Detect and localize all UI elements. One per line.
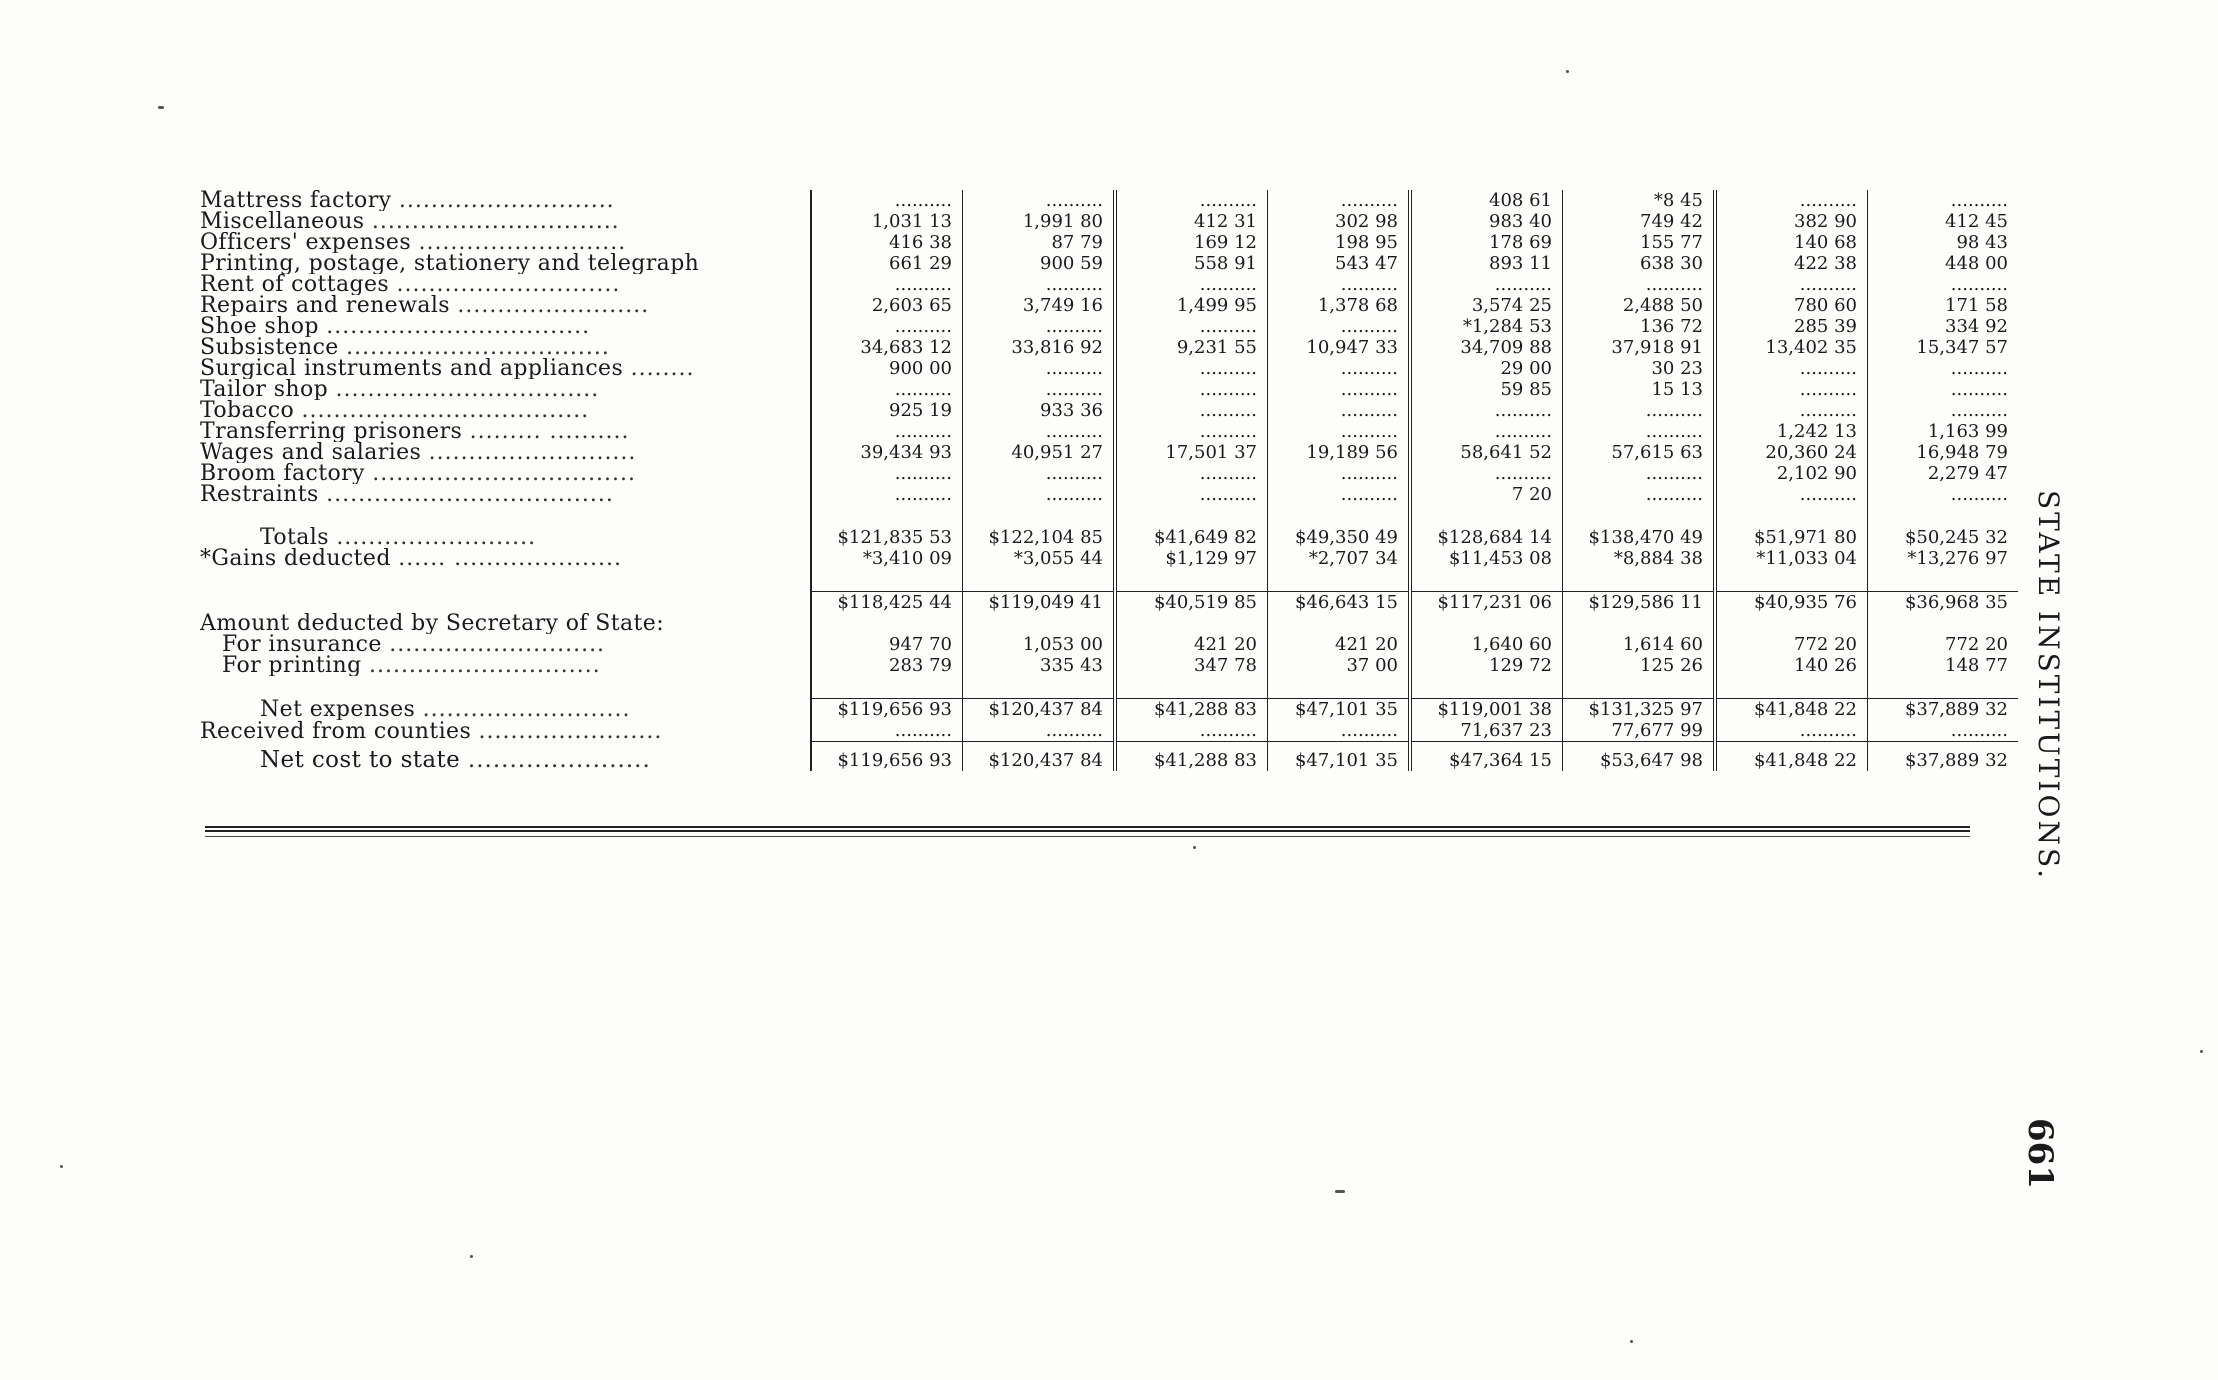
row-label: Subsistence (200, 337, 339, 358)
leader-dots: .......................... (428, 442, 637, 463)
amount-cell: 40,951 27 (963, 442, 1116, 463)
row-label-cell (200, 211, 811, 232)
expense-row (200, 190, 2018, 211)
net-expenses-row: Net expenses .......................... $119,656 93 $120,437 84 $41,288 83 $47,101 35 $119,001 38 $131,325 97 $41,848 22 $37,889 32 (200, 699, 2018, 721)
amount-cell: 7 20 (1410, 484, 1563, 505)
row-label: Rent of cottages (200, 274, 390, 295)
net-cost-cell: $41,288 83 (1115, 742, 1268, 772)
insurance-row: For insurance ........................... 947 70 1,053 00 421 20 421 20 1,640 60 1,614 60 772 20 772 20 (200, 634, 2018, 655)
amount-cell: 900 00 (811, 358, 963, 379)
amount-cell: 2,603 65 (811, 295, 963, 316)
expense-row (200, 358, 2018, 379)
amount-cell: 87 79 (963, 232, 1116, 253)
amount-cell: 638 30 (1563, 253, 1716, 274)
amount-cell: .......... (1715, 274, 1868, 295)
amount-cell: 302 98 (1268, 211, 1411, 232)
amount-cell: 39,434 93 (811, 442, 963, 463)
row-label-cell (200, 316, 811, 337)
expense-ledger-table (200, 190, 2018, 771)
leader-dots: .................................... (326, 484, 614, 505)
amount-cell: .......... (963, 379, 1116, 400)
amount-cell: 16,948 79 (1868, 442, 2019, 463)
amount-cell: 10,947 33 (1268, 337, 1411, 358)
row-label-cell (200, 358, 811, 379)
amount-cell: 285 39 (1715, 316, 1868, 337)
amount-cell: 33,816 92 (963, 337, 1116, 358)
amount-cell: 17,501 37 (1115, 442, 1268, 463)
totals-row: Totals ......................... $121,835 53 $122,104 85 $41,649 82 $49,350 49 $128,684 14 $138,470 49 $51,971 80 $50,245 32 (200, 527, 2018, 548)
amount-cell: *8 45 (1563, 190, 1716, 211)
expense-row (200, 211, 2018, 232)
gains-cell: *3,055 44 (963, 548, 1116, 569)
amount-cell: .......... (1268, 190, 1411, 211)
received-cell: .......... (1715, 720, 1868, 742)
amount-cell: 1,163 99 (1868, 421, 2019, 442)
leader-dots: ............................... (371, 211, 620, 232)
printing-row: For printing ............................. 283 79 335 43 347 78 37 00 129 72 125 26 140 26 148 77 (200, 655, 2018, 676)
amount-cell: 30 23 (1563, 358, 1716, 379)
row-label-cell (200, 232, 811, 253)
expense-row (200, 316, 2018, 337)
printing-label: For printing (222, 655, 362, 676)
gains-cell: $11,453 08 (1410, 548, 1563, 569)
amount-cell: 136 72 (1563, 316, 1716, 337)
subtotal-cell: $119,049 41 (963, 592, 1116, 614)
subtotal-cell: $118,425 44 (811, 592, 963, 614)
insurance-cell: 947 70 (811, 634, 963, 655)
amount-cell: .......... (1268, 484, 1411, 505)
received-cell: .......... (1868, 720, 2019, 742)
expense-row (200, 232, 2018, 253)
amount-cell: 3,574 25 (1410, 295, 1563, 316)
amount-cell: .......... (1410, 274, 1563, 295)
printing-cell: 129 72 (1410, 655, 1563, 676)
amount-cell: .......... (1715, 484, 1868, 505)
speck (1193, 846, 1196, 849)
net-cost-cell: $53,647 98 (1563, 742, 1716, 772)
amount-cell: .......... (963, 463, 1116, 484)
expense-row (200, 337, 2018, 358)
amount-cell: 169 12 (1115, 232, 1268, 253)
amount-cell: 422 38 (1715, 253, 1868, 274)
amount-cell: 171 58 (1868, 295, 2019, 316)
received-cell: .......... (1268, 720, 1411, 742)
spacer-row (200, 676, 2018, 699)
closing-double-rule (205, 826, 1970, 832)
speck (60, 1165, 63, 1168)
amount-cell: 412 31 (1115, 211, 1268, 232)
amount-cell: 1,499 95 (1115, 295, 1268, 316)
printing-cell: 148 77 (1868, 655, 2019, 676)
row-label: Shoe shop (200, 316, 319, 337)
expense-row (200, 421, 2018, 442)
gains-cell: *13,276 97 (1868, 548, 2019, 569)
amount-cell: .......... (1563, 484, 1716, 505)
amount-cell: 1,242 13 (1715, 421, 1868, 442)
deducted-heading-row (200, 613, 2018, 634)
row-label: Printing, postage, stationery and telegraph (200, 253, 700, 274)
row-label: Wages and salaries (200, 442, 422, 463)
amount-cell: 13,402 35 (1715, 337, 1868, 358)
amount-cell: .......... (1868, 484, 2019, 505)
totals-cell: $50,245 32 (1868, 527, 2019, 548)
amount-cell: 198 95 (1268, 232, 1411, 253)
amount-cell: .......... (811, 190, 963, 211)
printing-cell: 140 26 (1715, 655, 1868, 676)
leader-dots: ........................... (398, 190, 615, 211)
amount-cell: 543 47 (1268, 253, 1411, 274)
insurance-cell: 1,614 60 (1563, 634, 1716, 655)
row-label-cell (200, 295, 811, 316)
insurance-cell: 1,640 60 (1410, 634, 1563, 655)
subtotal-cell: $40,935 76 (1715, 592, 1868, 614)
row-label-cell (200, 484, 811, 505)
totals-cell: $128,684 14 (1410, 527, 1563, 548)
page-number: 661 (2020, 1118, 2060, 1189)
leader-dots: ........ (630, 358, 695, 379)
amount-cell: .......... (1268, 274, 1411, 295)
subtotal-cell: $117,231 06 (1410, 592, 1563, 614)
row-label-cell (200, 463, 811, 484)
amount-cell: .......... (811, 484, 963, 505)
expense-row (200, 463, 2018, 484)
amount-cell: 933 36 (963, 400, 1116, 421)
amount-cell: .......... (1115, 274, 1268, 295)
insurance-cell: 772 20 (1715, 634, 1868, 655)
expense-row (200, 379, 2018, 400)
row-label-cell (200, 400, 811, 421)
summary-rows (200, 505, 2018, 771)
amount-cell: 98 43 (1868, 232, 2019, 253)
amount-cell: .......... (963, 316, 1116, 337)
received-label: Received from counties (200, 720, 472, 742)
row-label-cell (200, 421, 811, 442)
row-label-cell (200, 190, 811, 211)
amount-cell: .......... (1715, 358, 1868, 379)
amount-cell: .......... (1563, 463, 1716, 484)
amount-cell: 661 29 (811, 253, 963, 274)
speck (158, 106, 164, 109)
amount-cell: .......... (1563, 400, 1716, 421)
amount-cell: 416 38 (811, 232, 963, 253)
leader-dots: ......... .......... (469, 421, 630, 442)
expense-row (200, 442, 2018, 463)
row-label-cell (200, 379, 811, 400)
amount-cell: 9,231 55 (1115, 337, 1268, 358)
amount-cell: 900 59 (963, 253, 1116, 274)
net-expenses-cell: $119,001 38 (1410, 699, 1563, 721)
received-from-counties-row: Received from counties ....................... .......... .......... .......... .......... 71,637 23 77,677 99 .......... .......... (200, 720, 2018, 742)
amount-cell: 749 42 (1563, 211, 1716, 232)
row-label: Miscellaneous (200, 211, 365, 232)
subtotal-cell: $36,968 35 (1868, 592, 2019, 614)
amount-cell: .......... (1563, 421, 1716, 442)
amount-cell: 15 13 (1563, 379, 1716, 400)
amount-cell: 1,378 68 (1268, 295, 1411, 316)
amount-cell: .......... (1563, 274, 1716, 295)
amount-cell: 2,279 47 (1868, 463, 2019, 484)
amount-cell: 58,641 52 (1410, 442, 1563, 463)
net-cost-cell: $37,889 32 (1868, 742, 2019, 772)
amount-cell: .......... (1868, 274, 2019, 295)
amount-cell: 3,749 16 (963, 295, 1116, 316)
amount-cell: .......... (1410, 400, 1563, 421)
amount-cell: .......... (1268, 358, 1411, 379)
amount-cell: .......... (1715, 190, 1868, 211)
amount-cell: 412 45 (1868, 211, 2019, 232)
row-label: Mattress factory (200, 190, 392, 211)
amount-cell: .......... (1410, 421, 1563, 442)
totals-cell: $41,649 82 (1115, 527, 1268, 548)
row-label-cell (200, 337, 811, 358)
subtotal-row (200, 592, 2018, 614)
amount-cell: .......... (1115, 190, 1268, 211)
expense-row (200, 484, 2018, 505)
amount-cell: 893 11 (1410, 253, 1563, 274)
net-cost-cell: $47,101 35 (1268, 742, 1411, 772)
printing-cell: 347 78 (1115, 655, 1268, 676)
speck (2200, 1050, 2203, 1053)
gains-cell: *8,884 38 (1563, 548, 1716, 569)
row-label: Surgical instruments and appliances (200, 358, 624, 379)
amount-cell: 20,360 24 (1715, 442, 1868, 463)
row-label-cell (200, 274, 811, 295)
amount-cell: 15,347 57 (1868, 337, 2019, 358)
amount-cell: .......... (963, 274, 1116, 295)
deducted-heading: Amount deducted by Secretary of State: (200, 613, 665, 634)
row-label: Tailor shop (200, 379, 329, 400)
net-cost-cell: $47,364 15 (1410, 742, 1563, 772)
amount-cell: .......... (1410, 463, 1563, 484)
leader-dots: ............................ (396, 274, 621, 295)
gains-cell: *11,033 04 (1715, 548, 1868, 569)
amount-cell: .......... (1115, 358, 1268, 379)
amount-cell: .......... (963, 190, 1116, 211)
amount-cell: 334 92 (1868, 316, 2019, 337)
expense-rows (200, 190, 2018, 505)
amount-cell: 34,683 12 (811, 337, 963, 358)
amount-cell: 1,031 13 (811, 211, 963, 232)
amount-cell: .......... (1868, 379, 2019, 400)
amount-cell: .......... (1268, 421, 1411, 442)
amount-cell: 34,709 88 (1410, 337, 1563, 358)
amount-cell: 155 77 (1563, 232, 1716, 253)
subtotal-cell: $129,586 11 (1563, 592, 1716, 614)
leader-dots: ................................. (346, 337, 610, 358)
amount-cell: .......... (963, 358, 1116, 379)
amount-cell: 178 69 (1410, 232, 1563, 253)
spacer-row (200, 505, 2018, 527)
row-label: Repairs and renewals (200, 295, 450, 316)
amount-cell: .......... (1715, 379, 1868, 400)
leader-dots: .................................... (301, 400, 590, 421)
amount-cell: 925 19 (811, 400, 963, 421)
speck (1630, 1340, 1633, 1343)
amount-cell: .......... (963, 421, 1116, 442)
net-expenses-cell: $119,656 93 (811, 699, 963, 721)
net-expenses-label: Net expenses (260, 698, 416, 720)
amount-cell: 2,102 90 (1715, 463, 1868, 484)
gains-cell: $1,129 97 (1115, 548, 1268, 569)
amount-cell: *1,284 53 (1410, 316, 1563, 337)
gains-cell: *3,410 09 (811, 548, 963, 569)
amount-cell: 983 40 (1410, 211, 1563, 232)
row-label: Officers' expenses (200, 232, 412, 253)
amount-cell: 37,918 91 (1563, 337, 1716, 358)
insurance-cell: 421 20 (1115, 634, 1268, 655)
amount-cell: .......... (1268, 379, 1411, 400)
totals-cell: $49,350 49 (1268, 527, 1411, 548)
subtotal-cell: $46,643 15 (1268, 592, 1411, 614)
insurance-cell: 421 20 (1268, 634, 1411, 655)
amount-cell: .......... (1115, 463, 1268, 484)
amount-cell: 2,488 50 (1563, 295, 1716, 316)
totals-label: Totals (260, 527, 329, 548)
received-cell: .......... (811, 720, 963, 742)
amount-cell: .......... (1115, 379, 1268, 400)
net-expenses-cell: $47,101 35 (1268, 699, 1411, 721)
row-label: Transferring prisoners (200, 421, 463, 442)
leader-dots: ........................ (457, 295, 650, 316)
amount-cell: 780 60 (1715, 295, 1868, 316)
speck (1566, 70, 1569, 73)
closing-rule (205, 836, 1970, 837)
received-cell: .......... (963, 720, 1116, 742)
amount-cell: 29 00 (1410, 358, 1563, 379)
net-expenses-cell: $41,288 83 (1115, 699, 1268, 721)
net-cost-label: Net cost to state (260, 747, 461, 771)
amount-cell: .......... (1268, 316, 1411, 337)
net-expenses-cell: $120,437 84 (963, 699, 1116, 721)
row-label: Broom factory (200, 463, 365, 484)
amount-cell: 448 00 (1868, 253, 2019, 274)
row-label: Restraints (200, 484, 319, 505)
gains-label: *Gains deducted (200, 548, 391, 569)
amount-cell: .......... (1115, 400, 1268, 421)
leader-dots: .......................... (418, 232, 627, 253)
amount-cell: .......... (1115, 484, 1268, 505)
net-expenses-cell: $37,889 32 (1868, 699, 2019, 721)
gains-cell: *2,707 34 (1268, 548, 1411, 569)
amount-cell: .......... (811, 463, 963, 484)
expense-row (200, 274, 2018, 295)
leader-dots: ................................. (372, 463, 637, 484)
amount-cell: .......... (811, 316, 963, 337)
amount-cell: .......... (963, 484, 1116, 505)
net-expenses-cell: $41,848 22 (1715, 699, 1868, 721)
net-cost-cell: $120,437 84 (963, 742, 1116, 772)
speck (1335, 1190, 1345, 1193)
totals-cell: $51,971 80 (1715, 527, 1868, 548)
insurance-cell: 1,053 00 (963, 634, 1116, 655)
amount-cell: 1,991 80 (963, 211, 1116, 232)
amount-cell: 19,189 56 (1268, 442, 1411, 463)
leader-dots: ................................. (326, 316, 591, 337)
spacer-row (200, 569, 2018, 592)
row-label-cell (200, 253, 811, 274)
gains-deducted-row: *Gains deducted ...... ..................... *3,410 09 *3,055 44 $1,129 97 *2,707 34 $11,453 08 *8,884 38 *11,033 04 *13,276 97 (200, 548, 2018, 569)
amount-cell: 558 91 (1115, 253, 1268, 274)
printing-cell: 283 79 (811, 655, 963, 676)
totals-cell: $122,104 85 (963, 527, 1116, 548)
received-cell: .......... (1115, 720, 1268, 742)
amount-cell: .......... (1868, 190, 2019, 211)
speck (470, 1255, 473, 1258)
amount-cell: .......... (1868, 358, 2019, 379)
expense-row (200, 253, 2018, 274)
row-label-cell (200, 442, 811, 463)
row-label: Tobacco (200, 400, 295, 421)
amount-cell: 408 61 (1410, 190, 1563, 211)
amount-cell: .......... (811, 274, 963, 295)
printing-cell: 335 43 (963, 655, 1116, 676)
printing-cell: 125 26 (1563, 655, 1716, 676)
amount-cell: 382 90 (1715, 211, 1868, 232)
totals-cell: $121,835 53 (811, 527, 963, 548)
amount-cell: .......... (1715, 400, 1868, 421)
insurance-cell: 772 20 (1868, 634, 2019, 655)
subtotal-cell: $40,519 85 (1115, 592, 1268, 614)
net-cost-cell: $41,848 22 (1715, 742, 1868, 772)
amount-cell: 57,615 63 (1563, 442, 1716, 463)
running-title: STATE INSTITUTIONS. (2032, 490, 2065, 882)
expense-row (200, 400, 2018, 421)
net-cost-row: Net cost to state ...................... $119,656 93 $120,437 84 $41,288 83 $47,101 35 $47,364 15 $53,647 98 $41,848 22 $37,889 32 (200, 742, 2018, 772)
amount-cell: .......... (811, 421, 963, 442)
amount-cell: .......... (1115, 316, 1268, 337)
net-expenses-cell: $131,325 97 (1563, 699, 1716, 721)
amount-cell: .......... (811, 379, 963, 400)
amount-cell: .......... (1115, 421, 1268, 442)
printing-cell: 37 00 (1268, 655, 1411, 676)
received-cell: 77,677 99 (1563, 720, 1716, 742)
amount-cell: .......... (1268, 400, 1411, 421)
net-cost-cell: $119,656 93 (811, 742, 963, 772)
expense-row (200, 295, 2018, 316)
amount-cell: 59 85 (1410, 379, 1563, 400)
amount-cell: .......... (1868, 400, 2019, 421)
amount-cell: 140 68 (1715, 232, 1868, 253)
totals-cell: $138,470 49 (1563, 527, 1716, 548)
insurance-label: For insurance (222, 634, 382, 655)
leader-dots: ................................. (335, 379, 600, 400)
amount-cell: .......... (1268, 463, 1411, 484)
received-cell: 71,637 23 (1410, 720, 1563, 742)
